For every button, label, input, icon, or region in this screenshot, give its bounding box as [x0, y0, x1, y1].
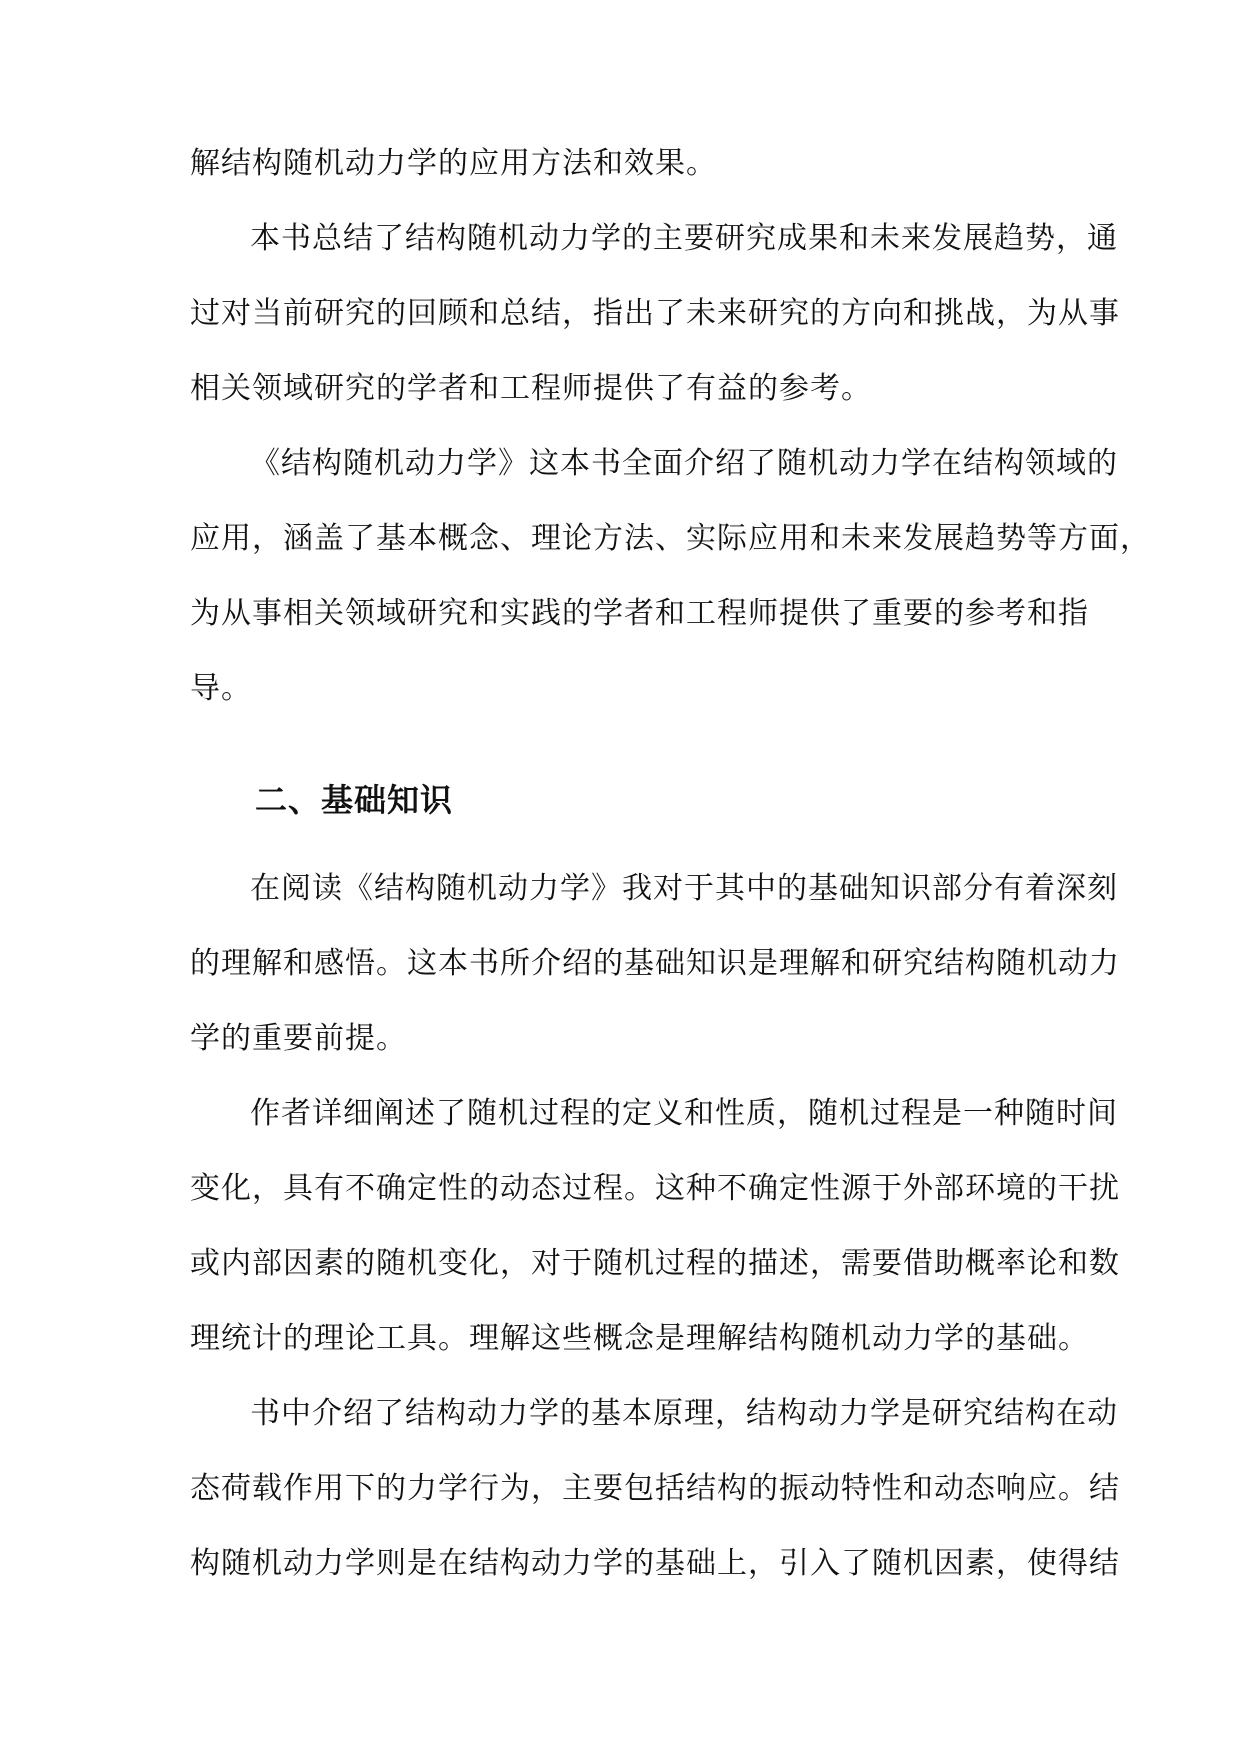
text-line: 导。: [190, 671, 252, 706]
text-line: 变化，具有不确定性的动态过程。这种不确定性源于外部环境的干扰: [190, 1171, 1120, 1206]
text-line: 本书总结了结构随机动力学的主要研究成果和未来发展趋势，通: [250, 221, 1118, 256]
text-line: 理统计的理论工具。理解这些概念是理解结构随机动力学的基础。: [190, 1321, 1089, 1356]
section-heading: 二、基础知识: [255, 781, 454, 819]
text-line: 态荷载作用下的力学行为，主要包括结构的振动特性和动态响应。结: [190, 1471, 1120, 1506]
text-line: 相关领域研究的学者和工程师提供了有益的参考。: [190, 371, 872, 406]
text-line: 构随机动力学则是在结构动力学的基础上，引入了随机因素，使得结: [190, 1546, 1120, 1581]
text-line: 《结构随机动力学》这本书全面介绍了随机动力学在结构领域的: [250, 446, 1118, 481]
text-line: 的理解和感悟。这本书所介绍的基础知识是理解和研究结构随机动力: [190, 946, 1120, 981]
text-line: 或内部因素的随机变化，对于随机过程的描述，需要借助概率论和数: [190, 1246, 1120, 1281]
text-line: 应用，涵盖了基本概念、理论方法、实际应用和未来发展趋势等方面，: [190, 521, 1151, 556]
text-line: 学的重要前提。: [190, 1021, 407, 1056]
text-line: 书中介绍了结构动力学的基本原理，结构动力学是研究结构在动: [250, 1396, 1118, 1431]
text-line: 在阅读《结构随机动力学》我对于其中的基础知识部分有着深刻: [250, 871, 1118, 906]
text-line: 为从事相关领域研究和实践的学者和工程师提供了重要的参考和指: [190, 596, 1089, 631]
text-line: 作者详细阐述了随机过程的定义和性质，随机过程是一种随时间: [250, 1096, 1118, 1131]
text-line: 解结构随机动力学的应用方法和效果。: [190, 146, 717, 181]
text-line: 过对当前研究的回顾和总结，指出了未来研究的方向和挑战，为从事: [190, 296, 1120, 331]
